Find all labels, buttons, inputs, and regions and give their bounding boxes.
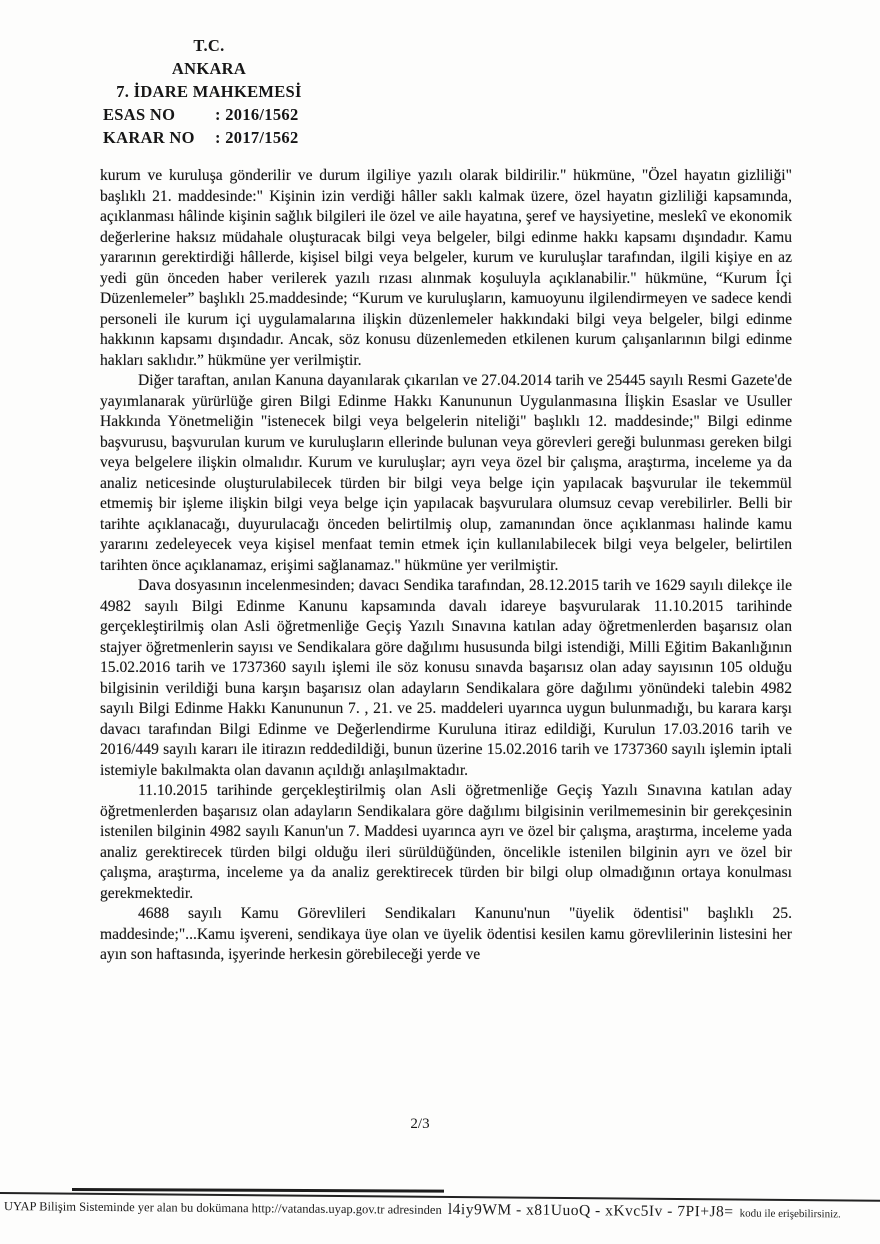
decision-body [100,166,792,966]
uyap-footer [0,1192,880,1223]
paragraph-regulation: Diğer taraftan, anılan Kanuna dayanılarak çıkarılan ve 27.04.2014 tarih ve 25445 sayılı Resmi Gazete'de yayımlanarak yürürlüğe giren Bilgi Edinme Hakkı Kanununun Uygulanmasına İlişkin Esaslar ve Usuller Hakkında Yönetmeliğin "istenecek bilgi veya belgelerin niteliği" başlıklı 12. maddesinde;" Bilgi edinme başvurusu, başvurulan kurum ve kuruluşların ellerinde bulunan veya görevleri gereği bulunması gereken bilgi veya belgelere ilişkin olmalıdır. Kurum ve kuruluşlar; ayrı veya özel bir çalışma, araştırma, inceleme ya da analiz neticesinde oluşturulabilecek türden bir bilgi veya belge için yapılacak başvurular ile tekemmül etmemiş bir işleme ilişkin bilgi veya belge için yapılacak başvurulara olumsuz cevap verebilirler. Belli bir tarihte açıklanacağı, duyurulacağı önceden belirtilmiş olup, zamanından önce açıklanması halinde kamu yararını zedeleyecek veya kişisel menfaat temin etmek için kullanılabilecek bilgi veya belgeler, belirtilen tarihten önce açıklanamaz, erişimi sağlanamaz." hükmüne yer verilmiştir. [100,372,792,574]
karar-no-label: KARAR NO [103,128,195,147]
header-city: ANKARA [171,59,247,78]
footer-access-text: UYAP Bilişim Sisteminde yer alan bu dokümana http://vatandas.uyap.gov.tr adresinden [3,1199,442,1217]
paragraph-continued: kurum ve kuruluşa gönderilir ve durum ilgiliye yazılı olarak bildirilir." hükmüne, "Özel hayatın gizliliği" başlıklı 21. maddesinde:" Kişinin izin verdiği hâller saklı kalmak üzere, özel hayatın gizliliği kapsamında, açıklanması hâlinde kişinin sağlık bilgileri ile özel ve aile hayatına, şeref ve haysiyetine, meslekî ve ekonomik değerlerine haksız müdahale oluşturacak bilgi veya belgeler, bilgi edinme hakkı kapsamı dışındadır. Kamu yararının gerektirdiği hâllerde, kişisel bilgi veya belgeler, kurum ve kuruluşlar tarafından, ilgili kişiye en az yedi gün önceden haber verilerek yazılı rızası alınmak koşuluyla açıklanabilir." hükmüne, “Kurum İçi Düzenlemeler” başlıklı 25.maddesinde; “Kurum ve kuruluşların, kamuoyunu ilgilendirmeyen ve sadece kendi personeli ile kurum içi uygulamalarına ilişkin düzenlemeler hakkındaki bilgi veya belgeler, bilgi edinme hakkının kapsamı dışındadır. Ancak, söz konusu düzenlemeden etkilenen kurum çalışanlarının bilgi edinme hakları saklıdır.” hükmüne yer verilmiştir. [100,167,792,369]
paragraph-assessment: 11.10.2015 tarihinde gerçekleştirilmiş olan Asli öğretmenliğe Geçiş Yazılı Sınavına katılan aday öğretmenlerden başarısız olan adayların Sendikalara göre dağılımı bilgisinin verilmemesinin bir gerekçesinin istenilen bilginin 4982 sayılı Kanun'un 7. Maddesi uyarınca ayrı ve özel bir çalışma, araştırma, inceleme yada analiz gerektirecek türden bilgi olduğu ileri sürüldüğünden, öncelikle istenilen bilginin ayrı ve özel bir çalışma, araştırma, inceleme ya da analiz gerektirecek türden bir bilgi olup olmadığının ortaya konulması gerekmektedir. [100,782,792,902]
esas-no-row [103,103,343,126]
court-header [103,34,343,149]
paragraph-law-4688: 4688 sayılı Kamu Görevlileri Sendikaları Kanunu'nun "üyelik ödentisi" başlıklı 25. maddesinde;"...Kamu işvereni, sendikaya üye olan ve üyelik ödentisi kesilen kamu görevlilerinin listesini her ayın son haftasında, işyerinde herkesin görebileceği yerde ve [100,905,792,963]
footer-divider-line [72,1188,444,1193]
karar-no-row [103,126,343,149]
footer-access-suffix: kodu ile erişebilirsiniz. [739,1207,841,1221]
esas-no-value: : 2016/1562 [215,105,299,124]
footer-access-code: l4iy9WM - x81UuoQ - xKvc5Iv - 7PI+J8= [447,1200,734,1221]
esas-no-label: ESAS NO [103,105,176,124]
header-court-name: 7. İDARE MAHKEMESİ [116,82,302,101]
paragraph-case-summary: Dava dosyasının incelenmesinden; davacı Sendika tarafından, 28.12.2015 tarih ve 1629 sayılı dilekçe ile 4982 sayılı Bilgi Edinme Kanunu kapsamında davalı idareye başvurularak 11.10.2015 tarihinde gerçekleştirilmiş olan Asli öğretmenliğe Geçiş Yazılı Sınavına katılan aday öğretmenlerden başarısız olan stajyer öğretmenlerin sayısı ve Sendikalara göre dağılımı hususunda bilgi istendiği, Milli Eğitim Bakanlığının 15.02.2016 tarih ve 1737360 sayılı işlemi ile söz konusu sınavda başarısız olan aday sayısının 105 olduğu bilgisinin verildiği buna karşın başarısız olan adayların Sendikalara göre dağılımı yönündeki talebin 4982 sayılı Bilgi Edinme Hakkı Kanununun 7. , 21. ve 25. maddeleri uyarınca uygun bulunmadığı, bu karara karşı davacı tarafından Bilgi Edinme ve Değerlendirme Kuruluna itiraz edildiği, Kurulun 17.03.2016 tarih ve 2016/449 sayılı kararı ile itirazın reddedildiği, bunun üzerine 15.02.2016 tarih ve 1737360 sayılı işlemin iptali istemiyle bakılmakta olan davanın açıldığı anlaşılmaktadır. [100,577,792,779]
header-country: T.C. [193,36,225,55]
page-number: 2/3 [410,1116,430,1132]
karar-no-value: : 2017/1562 [215,128,299,147]
